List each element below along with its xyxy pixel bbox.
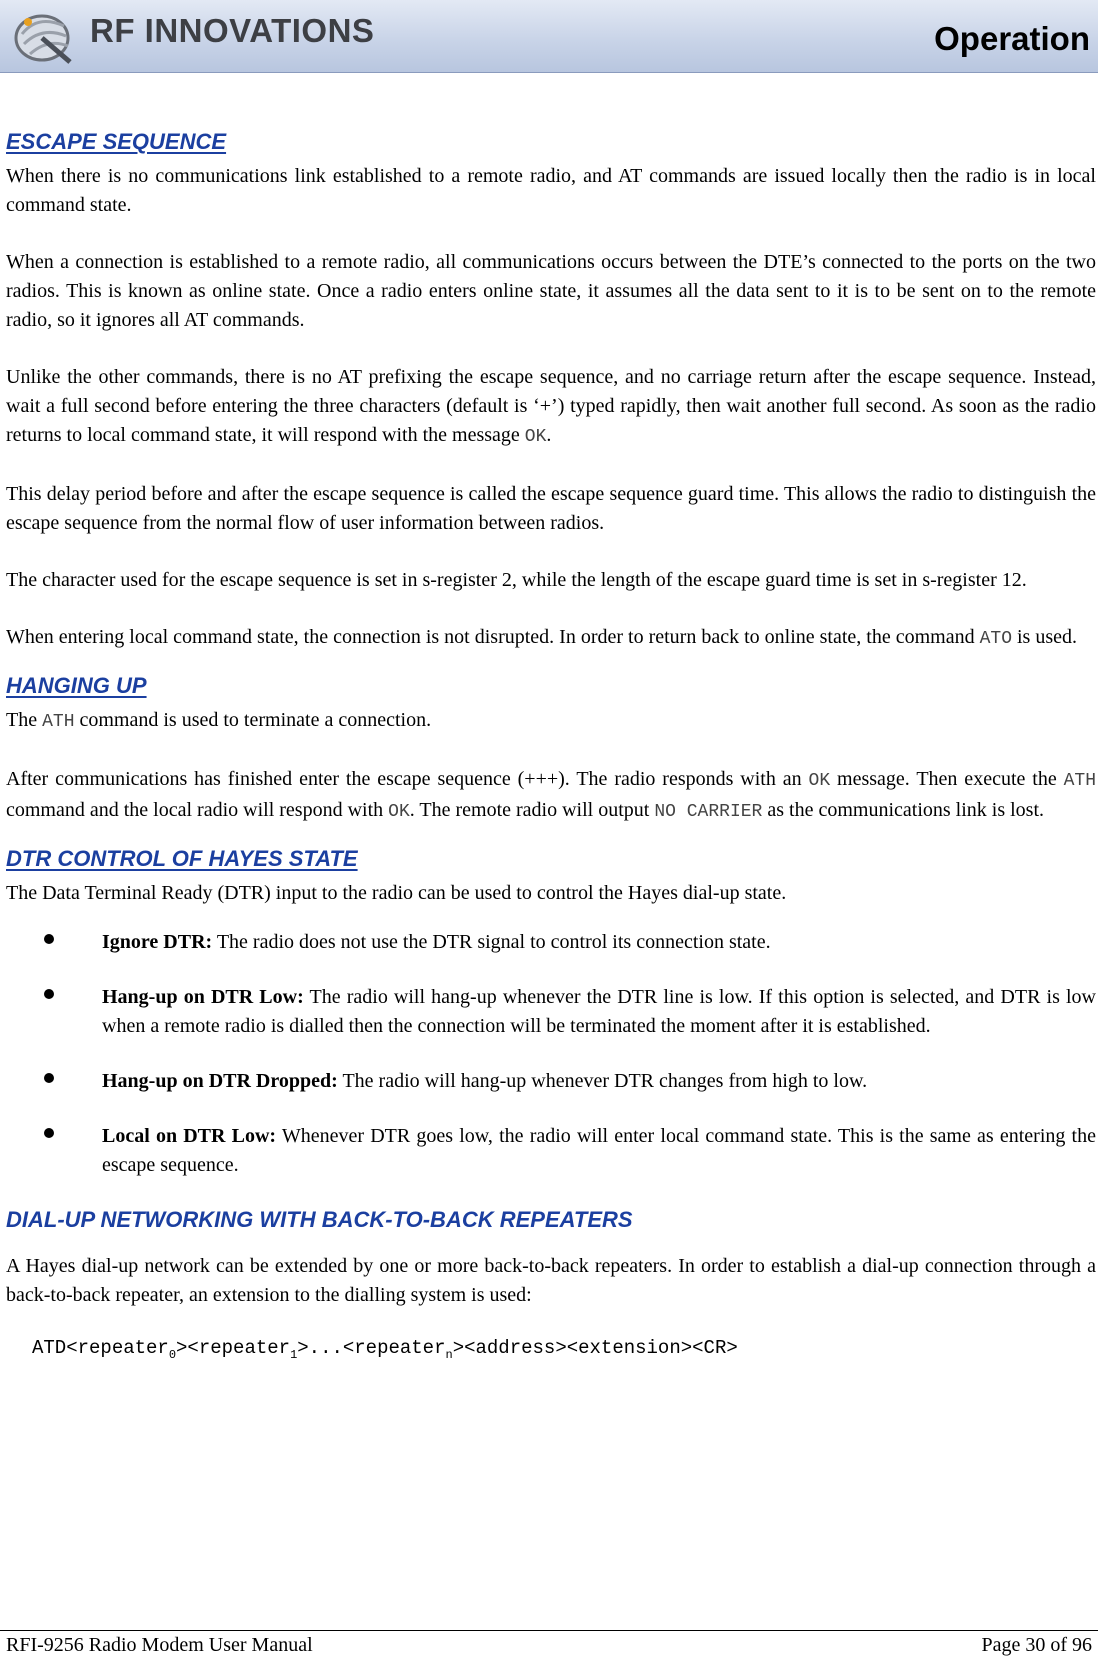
term: Local on DTR Low: bbox=[102, 1125, 277, 1147]
text-run: as the communications link is lost. bbox=[762, 799, 1045, 821]
inline-code: ATH bbox=[42, 712, 75, 732]
footer-page-number: Page 30 of 96 bbox=[981, 1634, 1092, 1656]
text-run: When entering local command state, the connection is not disrupted. In order to return back to online state, the command bbox=[6, 626, 980, 648]
paragraph bbox=[6, 765, 1096, 827]
text-run: Unlike the other commands, there is no AT prefixing the escape sequence, and no carriage return after the escape sequence. Instead, wait a full second before entering the three characters (default is ‘+’) typed rapidly, then wait another full second. As soon as the radio returns to local command state, it will respond with the message bbox=[6, 366, 1096, 446]
inline-code: OK bbox=[808, 771, 831, 791]
text-run: . The remote radio will output bbox=[409, 799, 655, 821]
page-content bbox=[6, 128, 1096, 1369]
term: Hang-up on DTR Dropped: bbox=[102, 1070, 338, 1092]
text-run: After communications has finished enter the escape sequence (+++). The radio responds with an bbox=[6, 768, 809, 790]
subscript: 1 bbox=[290, 1347, 298, 1362]
heading-dial-up-networking: DIAL-UP NETWORKING WITH BACK-TO-BACK REPEATERS bbox=[6, 1207, 633, 1232]
heading-escape-sequence: ESCAPE SEQUENCE bbox=[6, 129, 227, 154]
page-header bbox=[0, 0, 1098, 73]
section-title: Operation bbox=[934, 20, 1090, 57]
paragraph bbox=[6, 623, 1096, 654]
subscript: n bbox=[445, 1347, 453, 1362]
rf-innovations-logo bbox=[8, 4, 378, 66]
list-item bbox=[6, 928, 1096, 957]
text-run: command is used to terminate a connection. bbox=[74, 709, 432, 731]
list-item bbox=[6, 1122, 1096, 1180]
text-run: . bbox=[546, 424, 552, 446]
code-run: ><repeater bbox=[176, 1337, 291, 1359]
paragraph bbox=[6, 363, 1096, 452]
dtr-options-list bbox=[6, 928, 1096, 1180]
paragraph bbox=[6, 706, 1096, 737]
logo-text: RF INNOVATIONS bbox=[90, 12, 375, 49]
code-run: ><address><extension><CR> bbox=[452, 1337, 738, 1359]
heading-dtr-control: DTR CONTROL OF HAYES STATE bbox=[6, 846, 358, 871]
text-run: The bbox=[6, 709, 43, 731]
heading-hanging-up: HANGING UP bbox=[6, 673, 147, 698]
inline-code: OK bbox=[388, 802, 410, 822]
footer-manual-title: RFI-9256 Radio Modem User Manual bbox=[6, 1634, 313, 1656]
inline-code: ATH bbox=[1063, 771, 1097, 791]
dial-command-syntax bbox=[6, 1334, 1096, 1369]
code-run: >...<repeater bbox=[297, 1337, 446, 1359]
inline-code: ATO bbox=[979, 629, 1012, 649]
list-item bbox=[6, 983, 1096, 1041]
paragraph: When there is no communications link established to a remote radio, and AT commands are issued locally then the radio is in local command state. bbox=[6, 165, 1096, 216]
text-run: The radio will hang-up whenever DTR changes from high to low. bbox=[337, 1070, 868, 1092]
text-run: Whenever DTR goes low, the radio will enter local command state. This is the same as entering the escape sequence. bbox=[102, 1125, 1096, 1176]
text-run: is used. bbox=[1012, 626, 1077, 648]
subscript: 0 bbox=[168, 1347, 177, 1362]
paragraph: A Hayes dial-up network can be extended by one or more back-to-back repeaters. In order to establish a dial-up connection through a back-to-back repeater, an extension to the dialling system is used: bbox=[6, 1255, 1096, 1306]
paragraph: When a connection is established to a remote radio, all communications occurs between the DTE’s connected to the ports on the two radios. This is known as online state. Once a radio enters online state, it assumes all the data sent to it is to be sent on to the remote radio, so it ignores all AT commands. bbox=[6, 251, 1096, 331]
inline-code: OK bbox=[524, 427, 547, 447]
paragraph: The Data Terminal Ready (DTR) input to the radio can be used to control the Hayes dial-up state. bbox=[6, 882, 787, 904]
term: Ignore DTR: bbox=[102, 931, 213, 953]
text-run: The radio does not use the DTR signal to control its connection state. bbox=[212, 931, 771, 953]
text-run: The radio will hang-up whenever the DTR line is low. If this option is selected, and DTR is low when a remote radio is dialled then the connection will be terminated the moment after it is established. bbox=[102, 986, 1096, 1037]
text-run: message. Then execute the bbox=[830, 768, 1064, 790]
bullet-icon bbox=[44, 1073, 54, 1083]
footer-divider bbox=[0, 1630, 1098, 1631]
paragraph: This delay period before and after the escape sequence is called the escape sequence guard time. This allows the radio to distinguish the escape sequence from the normal flow of user information between radios. bbox=[6, 483, 1096, 534]
bullet-icon bbox=[44, 934, 54, 944]
bullet-icon bbox=[44, 1128, 54, 1138]
inline-code: NO CARRIER bbox=[654, 802, 763, 822]
list-item bbox=[6, 1067, 1096, 1096]
text-run: command and the local radio will respond with bbox=[6, 799, 389, 821]
satellite-dish-icon bbox=[8, 4, 88, 66]
code-run: ATD<repeater bbox=[32, 1337, 169, 1359]
paragraph: The character used for the escape sequence is set in s-register 2, while the length of the escape guard time is set in s-register 12. bbox=[6, 569, 1027, 591]
bullet-icon bbox=[44, 989, 54, 999]
term: Hang-up on DTR Low: bbox=[102, 986, 304, 1008]
